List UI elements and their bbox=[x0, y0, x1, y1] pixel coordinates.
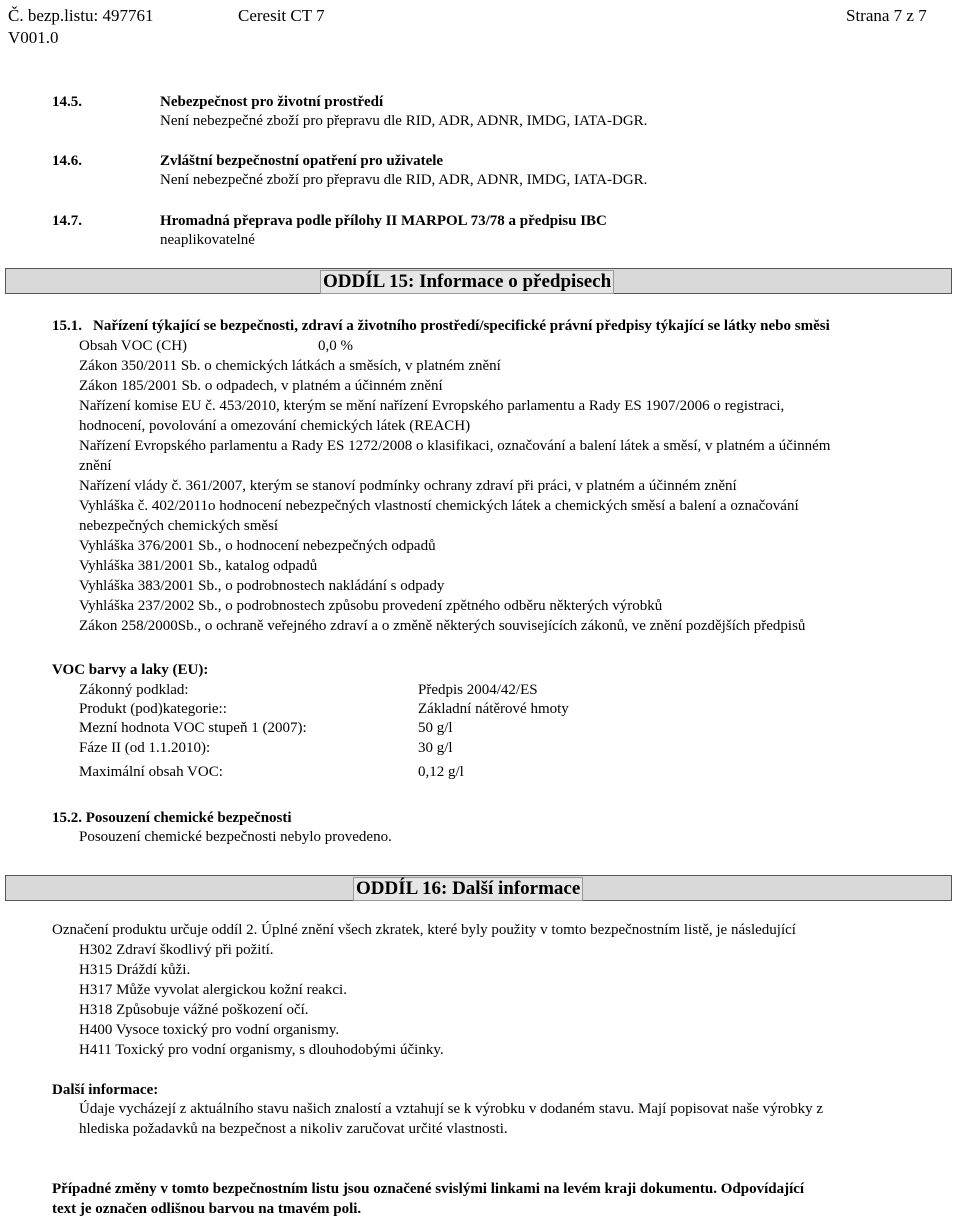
voc-eu-label: Mezní hodnota VOC stupeň 1 (2007): bbox=[79, 720, 307, 736]
regulation-line: Vyhláška 383/2001 Sb., o podrobnostech nakládání s odpady bbox=[79, 578, 445, 594]
change-note-line: text je označen odlišnou barvou na tmavém poli. bbox=[52, 1201, 362, 1217]
voc-eu-value: 0,12 g/l bbox=[418, 764, 464, 780]
regulation-line: Nařízení komise EU č. 453/2010, kterým se mění nařízení Evropského parlamentu a Rady ES 1907/2006 o registraci, bbox=[79, 398, 785, 414]
s14-7-title: Hromadná přeprava podle přílohy II MARPOL 73/78 a předpisu IBC bbox=[160, 213, 607, 229]
h-statement-list bbox=[79, 940, 444, 1060]
s14-5-text: Není nebezpečné zboží pro přepravu dle RID, ADR, ADNR, IMDG, IATA-DGR. bbox=[160, 113, 648, 129]
page-number: Strana 7 z 7 bbox=[846, 6, 927, 25]
product-name: Ceresit CT 7 bbox=[238, 6, 325, 25]
voc-eu-value: Předpis 2004/42/ES bbox=[418, 682, 538, 698]
s15-2-text: Posouzení chemické bezpečnosti nebylo provedeno. bbox=[79, 829, 392, 845]
s14-6-number: 14.6. bbox=[52, 153, 82, 169]
version: V001.0 bbox=[8, 28, 59, 47]
s16-intro: Označení produktu určuje oddíl 2. Úplné znění všech zkratek, které byly použity v tomto bezpečnostním listě, je následující bbox=[52, 922, 796, 938]
h-statement: H302 Zdraví škodlivý při požití. bbox=[79, 942, 274, 958]
s15-1-title: Nařízení týkající se bezpečnosti, zdraví a životního prostředí/specifické právní předpisy týkající se látky nebo směsi bbox=[93, 318, 830, 334]
voc-ch-label: Obsah VOC (CH) bbox=[79, 338, 188, 354]
regulation-line: Zákon 350/2011 Sb. o chemických látkách a směsích, v platném znění bbox=[79, 358, 501, 374]
regulation-line: Nařízení vlády č. 361/2007, kterým se stanoví podmínky ochrany zdraví při práci, v platném a účinném znění bbox=[79, 478, 737, 494]
further-info-line: Údaje vycházejí z aktuálního stavu našich znalostí a vztahují se k výrobku v dodaném stavu. Mají popisovat naše výrobky z bbox=[79, 1101, 823, 1117]
regulation-line: Zákon 185/2001 Sb. o odpadech, v platném a účinném znění bbox=[79, 378, 443, 394]
voc-ch-value: 0,0 % bbox=[318, 338, 353, 354]
regulation-line: nebezpečných chemických směsí bbox=[79, 518, 279, 534]
voc-eu-label: Fáze II (od 1.1.2010): bbox=[79, 740, 211, 756]
s14-7-number: 14.7. bbox=[52, 213, 82, 229]
change-note bbox=[52, 1179, 804, 1219]
h-statement: H400 Vysoce toxický pro vodní organismy. bbox=[79, 1022, 340, 1038]
voc-eu-value: 30 g/l bbox=[418, 740, 453, 756]
voc-eu-label: Produkt (pod)kategorie:: bbox=[79, 701, 227, 717]
s14-5-title: Nebezpečnost pro životní prostředí bbox=[160, 94, 384, 110]
s14-6-text: Není nebezpečné zboží pro přepravu dle RID, ADR, ADNR, IMDG, IATA-DGR. bbox=[160, 172, 648, 188]
regulation-line: Zákon 258/2000Sb., o ochraně veřejného zdraví a o změně některých souvisejících zákonů, ve znění pozdějších předpisů bbox=[79, 618, 806, 634]
s14-5-number: 14.5. bbox=[52, 94, 82, 110]
sheet-number: Č. bezp.listu: 497761 bbox=[8, 6, 154, 25]
voc-eu-value: Základní nátěrové hmoty bbox=[418, 701, 569, 717]
s14-6-title: Zvláštní bezpečnostní opatření pro uživatele bbox=[160, 153, 444, 169]
h-statement: H317 Může vyvolat alergickou kožní reakci. bbox=[79, 982, 347, 998]
further-info-title: Další informace: bbox=[52, 1082, 159, 1098]
section-16-heading: ODDÍL 16: Další informace bbox=[353, 877, 583, 901]
further-info-text bbox=[79, 1099, 823, 1139]
regulation-line: Nařízení Evropského parlamentu a Rady ES 1272/2008 o klasifikaci, označování a balení látek a směsí, v platném a účinném bbox=[79, 438, 831, 454]
h-statement: H318 Způsobuje vážné poškození očí. bbox=[79, 1002, 309, 1018]
s14-7-text: neaplikovatelné bbox=[160, 232, 255, 248]
s15-2-title: 15.2. Posouzení chemické bezpečnosti bbox=[52, 810, 292, 826]
further-info-line: hlediska požadavků na bezpečnost a nikoliv zaručovat určité vlastnosti. bbox=[79, 1121, 508, 1137]
voc-eu-value: 50 g/l bbox=[418, 720, 453, 736]
h-statement: H315 Dráždí kůži. bbox=[79, 962, 191, 978]
regulation-line: znění bbox=[79, 458, 112, 474]
s15-1-number: 15.1. bbox=[52, 318, 82, 334]
h-statement: H411 Toxický pro vodní organismy, s dlouhodobými účinky. bbox=[79, 1042, 444, 1058]
voc-eu-title: VOC barvy a laky (EU): bbox=[52, 662, 209, 678]
voc-eu-label: Zákonný podklad: bbox=[79, 682, 189, 698]
voc-eu-label: Maximální obsah VOC: bbox=[79, 764, 223, 780]
regulation-list bbox=[79, 356, 830, 636]
regulation-line: Vyhláška 237/2002 Sb., o podrobnostech způsobu provedení zpětného odběru některých výrobků bbox=[79, 598, 663, 614]
regulation-line: Vyhláška 381/2001 Sb., katalog odpadů bbox=[79, 558, 318, 574]
regulation-line: Vyhláška č. 402/2011o hodnocení nebezpečných vlastností chemických látek a chemických směsí a balení a označování bbox=[79, 498, 799, 514]
section-15-heading: ODDÍL 15: Informace o předpisech bbox=[320, 270, 614, 294]
regulation-line: hodnocení, povolování a omezování chemických látek (REACH) bbox=[79, 418, 471, 434]
change-note-line: Případné změny v tomto bezpečnostním listu jsou označené svislými linkami na levém kraji dokumentu. Odpovídající bbox=[52, 1181, 805, 1197]
regulation-line: Vyhláška 376/2001 Sb., o hodnocení nebezpečných odpadů bbox=[79, 538, 436, 554]
